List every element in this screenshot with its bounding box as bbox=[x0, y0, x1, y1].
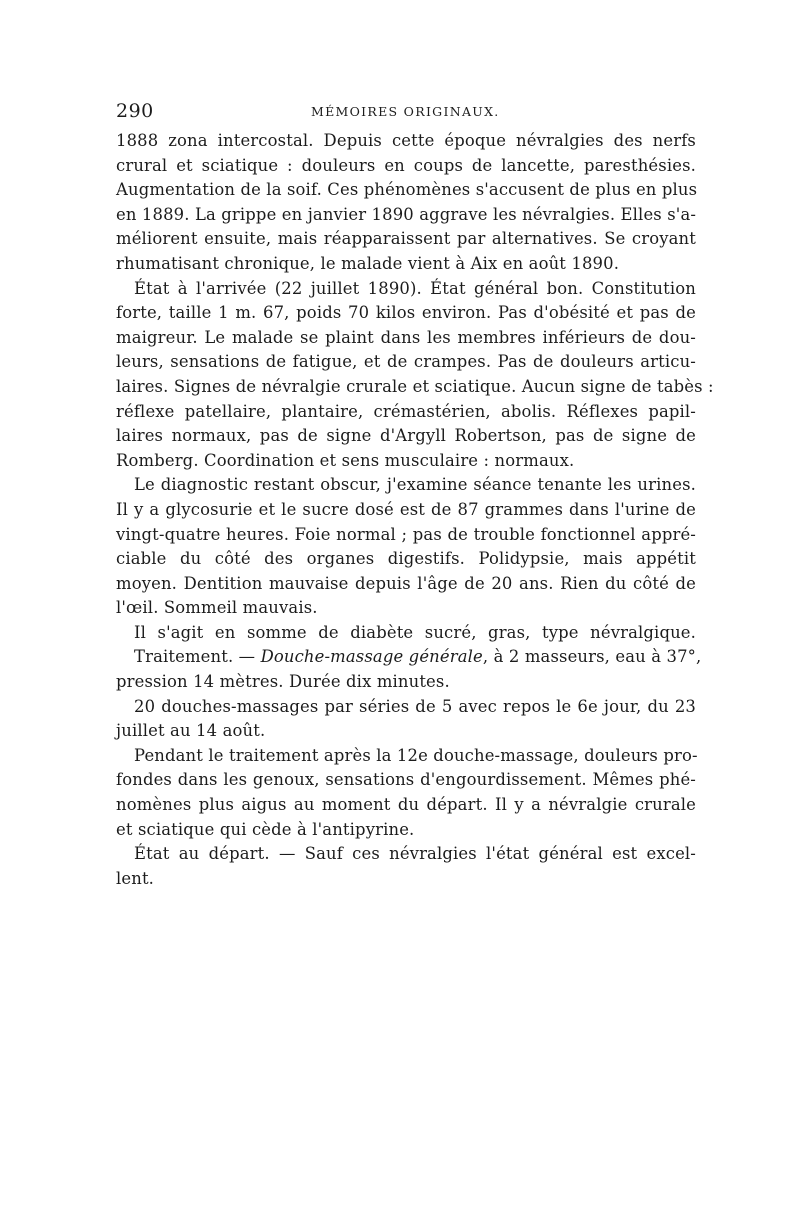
text-line: lent. bbox=[116, 868, 155, 888]
text-line: Pendant le traitement après la 12e douche-massage, douleurs pro- bbox=[134, 745, 698, 765]
text-line: juillet au 14 août. bbox=[116, 721, 266, 741]
text-line: 20 douches-massages par séries de 5 avec repos le 6e jour, du 23 bbox=[134, 696, 696, 716]
page-number: 290 bbox=[116, 100, 154, 122]
text-line: Augmentation de la soif. Ces phénomènes s'accusent de plus en plus bbox=[116, 180, 698, 200]
traitement-rest: , à 2 masseurs, eau à 37°, bbox=[482, 647, 702, 667]
text-line: rhumatisant chronique, le malade vient à Aix en août 1890. bbox=[116, 253, 620, 273]
traitement-line bbox=[116, 645, 702, 670]
text-line: Il y a glycosurie et le sucre dosé est de 87 grammes dans l'urine de bbox=[116, 499, 696, 519]
body-text bbox=[116, 129, 714, 891]
text-line: pression 14 mètres. Durée dix minutes. bbox=[116, 672, 450, 692]
text-line: État au départ. — Sauf ces névralgies l'état général est excel- bbox=[134, 844, 696, 864]
text-line: 1888 zona intercostal. Depuis cette époque névralgies des nerfs bbox=[116, 131, 696, 150]
text-line: maigreur. Le malade se plaint dans les membres inférieurs de dou- bbox=[116, 327, 696, 347]
running-header bbox=[116, 100, 696, 124]
text-line: l'œil. Sommeil mauvais. bbox=[116, 598, 318, 618]
text-line: moyen. Dentition mauvaise depuis l'âge de 20 ans. Rien du côté de bbox=[116, 573, 696, 593]
text-line: crural et sciatique : douleurs en coups de lancette, paresthésies. bbox=[116, 155, 696, 175]
text-line: Romberg. Coordination et sens musculaire : normaux. bbox=[116, 450, 575, 470]
running-title: MÉMOIRES ORIGINAUX. bbox=[311, 104, 500, 119]
text-line: laires. Signes de névralgie crurale et sciatique. Aucun signe de tabès : bbox=[116, 376, 714, 396]
traitement-lead: Traitement. — bbox=[134, 647, 261, 667]
traitement-italic: Douche-massage générale bbox=[260, 647, 483, 667]
text-line: fondes dans les genoux, sensations d'engourdissement. Mêmes phé- bbox=[116, 770, 696, 790]
text-line: ciable du côté des organes digestifs. Polidypsie, mais appétit bbox=[116, 549, 696, 569]
text-line: Le diagnostic restant obscur, j'examine séance tenante les urines. bbox=[134, 475, 696, 495]
text-line: laires normaux, pas de signe d'Argyll Robertson, pas de signe de bbox=[116, 426, 696, 446]
text-line: vingt-quatre heures. Foie normal ; pas de trouble fonctionnel appré- bbox=[116, 524, 696, 544]
text-line: leurs, sensations de fatigue, et de crampes. Pas de douleurs articu- bbox=[116, 352, 696, 372]
text-line: nomènes plus aigus au moment du départ. Il y a névralgie crurale bbox=[116, 795, 696, 815]
text-line: réflexe patellaire, plantaire, crémastérien, abolis. Réflexes papil- bbox=[116, 401, 696, 421]
text-line: Il s'agit en somme de diabète sucré, gras, type névralgique. bbox=[134, 622, 696, 642]
text-line: forte, taille 1 m. 67, poids 70 kilos environ. Pas d'obésité et pas de bbox=[116, 303, 696, 323]
text-line: en 1889. La grippe en janvier 1890 aggrave les névralgies. Elles s'a- bbox=[116, 204, 697, 224]
text-line: État à l'arrivée (22 juillet 1890). État général bon. Constitution bbox=[134, 278, 696, 298]
text-line: méliorent ensuite, mais réapparaissent par alternatives. Se croyant bbox=[116, 229, 696, 249]
text-line: et sciatique qui cède à l'antipyrine. bbox=[116, 819, 415, 839]
